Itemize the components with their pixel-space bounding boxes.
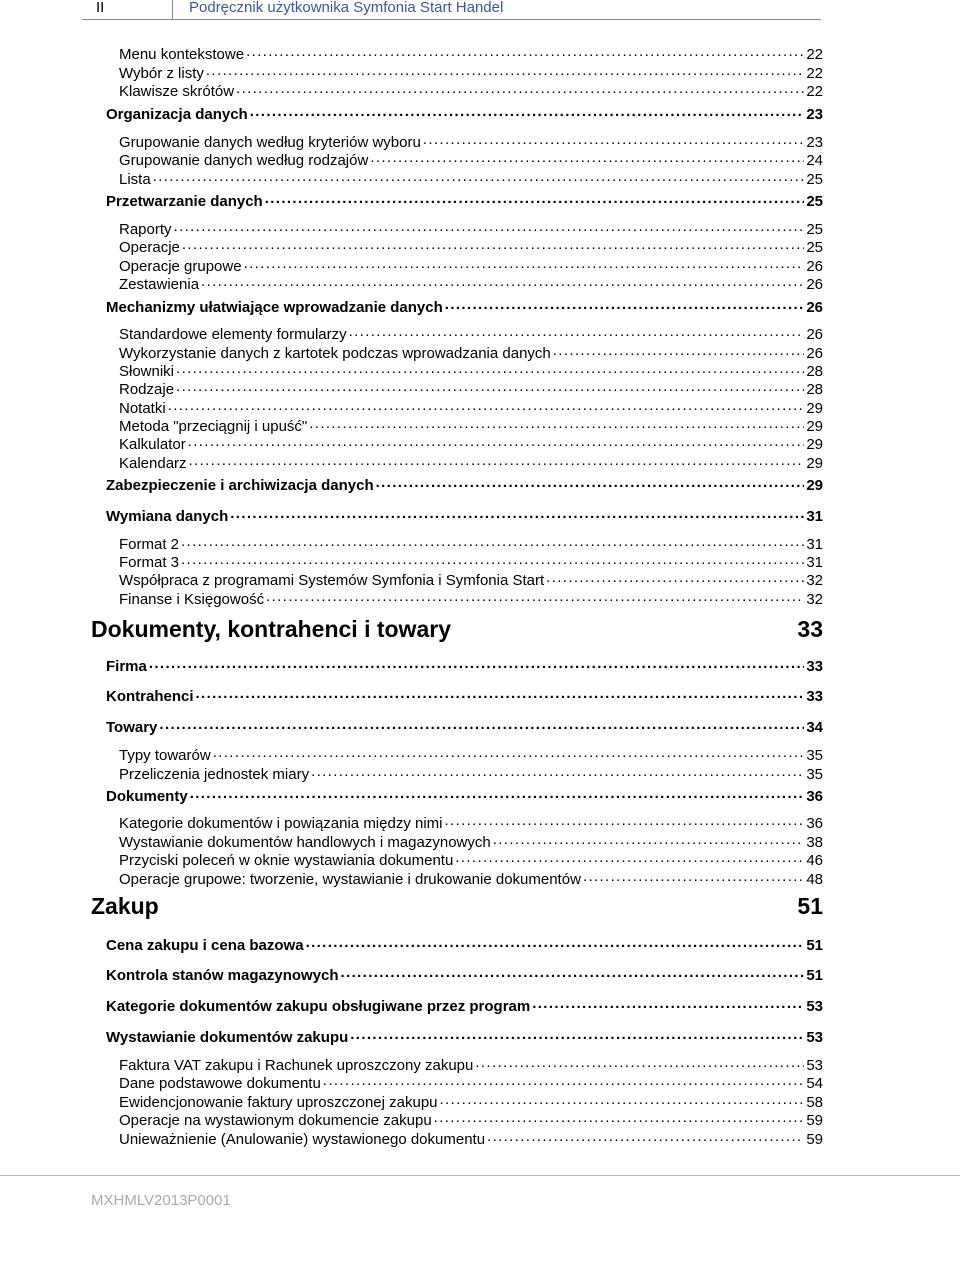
toc-leader-dots bbox=[174, 219, 805, 234]
toc-section[interactable] bbox=[106, 104, 823, 123]
toc-leader-dots bbox=[423, 132, 804, 147]
toc-entry-page: 38 bbox=[806, 834, 823, 851]
toc-subsection[interactable] bbox=[119, 1073, 823, 1092]
toc-subsection[interactable] bbox=[119, 343, 823, 362]
toc-leader-dots bbox=[201, 274, 804, 289]
toc-entry-label: Dane podstawowe dokumentu bbox=[119, 1075, 321, 1092]
page-footer bbox=[0, 1175, 960, 1275]
toc-entry-page: 26 bbox=[806, 276, 823, 293]
toc-section[interactable] bbox=[106, 191, 823, 210]
toc-leader-dots bbox=[176, 379, 804, 394]
toc-entry-page: 25 bbox=[806, 239, 823, 256]
toc-section[interactable] bbox=[106, 965, 823, 984]
toc-leader-dots bbox=[246, 44, 804, 59]
toc-entry-page: 22 bbox=[806, 46, 823, 63]
toc-entry-label: Kalendarz bbox=[119, 455, 187, 472]
toc-entry-label: Klawisze skrótów bbox=[119, 83, 235, 100]
toc-leader-dots bbox=[265, 191, 805, 206]
toc-entry-page: 59 bbox=[806, 1131, 823, 1148]
toc-subsection[interactable] bbox=[119, 63, 823, 82]
toc-entry-label: Format 2 bbox=[119, 536, 180, 553]
header-title: Podręcznik użytkownika Symfonia Start Handel bbox=[189, 0, 504, 16]
toc-entry-label: Kategorie dokumentów zakupu obsługiwane przez program bbox=[106, 998, 531, 1015]
toc-subsection[interactable] bbox=[119, 324, 823, 343]
toc-entry-label: Operacje na wystawionym dokumencie zakupu bbox=[119, 1112, 432, 1129]
toc-leader-dots bbox=[182, 237, 804, 252]
toc-entry-label: Grupowanie danych według rodzajów bbox=[119, 152, 369, 169]
toc-entry-label: Wystawianie dokumentów zakupu bbox=[106, 1029, 349, 1046]
toc-entry-label: Towary bbox=[106, 719, 158, 736]
toc-entry-label: Firma bbox=[106, 658, 147, 675]
toc-leader-dots bbox=[440, 1092, 805, 1107]
toc-subsection[interactable] bbox=[119, 434, 823, 453]
toc-leader-dots bbox=[206, 63, 804, 78]
toc-entry-page: 51 bbox=[806, 967, 823, 984]
toc-entry-page: 31 bbox=[806, 536, 823, 553]
toc-section[interactable] bbox=[106, 786, 823, 805]
toc-entry-page: 35 bbox=[806, 766, 823, 783]
toc-entry-page: 51 bbox=[806, 937, 823, 954]
toc-leader-dots bbox=[306, 935, 805, 950]
toc-entry-page: 51 bbox=[797, 893, 823, 919]
toc-leader-dots bbox=[159, 717, 804, 732]
toc-leader-dots bbox=[168, 398, 805, 413]
toc-entry-page: 25 bbox=[806, 221, 823, 238]
toc-section[interactable] bbox=[106, 656, 823, 675]
toc-entry-page: 58 bbox=[806, 1094, 823, 1111]
toc-entry-page: 46 bbox=[806, 852, 823, 869]
toc-entry-page: 29 bbox=[806, 418, 823, 435]
toc-subsection[interactable] bbox=[119, 237, 823, 256]
toc-entry-label: Unieważnienie (Anulowanie) wystawionego dokumentu bbox=[119, 1131, 486, 1148]
toc-subsection[interactable] bbox=[119, 256, 823, 275]
toc-entry-label: Współpraca z programami Systemów Symfonia i Symfonia Start bbox=[119, 572, 545, 589]
toc-entry-page: 28 bbox=[806, 381, 823, 398]
toc-entry-page: 53 bbox=[806, 998, 823, 1015]
toc-entry-page: 23 bbox=[806, 134, 823, 151]
toc-entry-page: 54 bbox=[806, 1075, 823, 1092]
toc-leader-dots bbox=[583, 869, 804, 884]
toc-leader-dots bbox=[188, 434, 805, 449]
toc-entry-label: Organizacja danych bbox=[106, 106, 248, 123]
toc-entry-label: Operacje bbox=[119, 239, 180, 256]
toc-entry-page: 48 bbox=[806, 871, 823, 888]
toc-leader-dots bbox=[323, 1073, 805, 1088]
toc-subsection[interactable] bbox=[119, 132, 823, 151]
toc-subsection[interactable] bbox=[119, 745, 823, 764]
toc-subsection[interactable] bbox=[119, 1129, 823, 1148]
toc-entry-label: Wymiana danych bbox=[106, 508, 229, 525]
toc-subsection[interactable] bbox=[119, 589, 823, 608]
toc-entry-label: Notatki bbox=[119, 400, 166, 417]
toc-subsection[interactable] bbox=[119, 832, 823, 851]
toc-entry-label: Zabezpieczenie i archiwizacja danych bbox=[106, 477, 374, 494]
toc-section[interactable] bbox=[106, 686, 823, 705]
toc-entry-label: Kalkulator bbox=[119, 436, 186, 453]
toc-leader-dots bbox=[493, 832, 805, 847]
toc-entry-label: Kontrola stanów magazynowych bbox=[106, 967, 339, 984]
toc-subsection[interactable] bbox=[119, 169, 823, 188]
toc-entry-label: Zakup bbox=[91, 893, 159, 919]
toc-entry-label: Grupowanie danych według kryteriów wyboru bbox=[119, 134, 421, 151]
toc-entry-page: 24 bbox=[806, 152, 823, 169]
toc-entry-page: 53 bbox=[806, 1057, 823, 1074]
toc-leader-dots bbox=[149, 656, 804, 671]
toc-subsection[interactable] bbox=[119, 398, 823, 417]
toc-entry-label: Cena zakupu i cena bazowa bbox=[106, 937, 304, 954]
toc-leader-dots bbox=[455, 850, 804, 865]
toc-entry-page: 32 bbox=[806, 591, 823, 608]
toc-leader-dots bbox=[266, 589, 804, 604]
toc-entry-page: 28 bbox=[806, 363, 823, 380]
toc-leader-dots bbox=[370, 150, 804, 165]
toc-subsection[interactable] bbox=[119, 44, 823, 63]
toc-subsection[interactable] bbox=[119, 361, 823, 380]
toc-section[interactable] bbox=[106, 506, 823, 525]
toc-entry-label: Ewidencjonowanie faktury uproszczonej zakupu bbox=[119, 1094, 438, 1111]
toc-entry-page: 29 bbox=[806, 455, 823, 472]
toc-entry-label: Standardowe elementy formularzy bbox=[119, 326, 347, 343]
toc-leader-dots bbox=[487, 1129, 804, 1144]
toc-entry-page: 53 bbox=[806, 1029, 823, 1046]
toc-entry-label: Przyciski poleceń w oknie wystawiania dokumentu bbox=[119, 852, 454, 869]
toc-entry-label: Kategorie dokumentów i powiązania między nimi bbox=[119, 815, 443, 832]
toc-leader-dots bbox=[309, 416, 804, 431]
toc-subsection[interactable] bbox=[119, 416, 823, 435]
toc-entry-page: 29 bbox=[806, 400, 823, 417]
toc-entry-page: 29 bbox=[806, 477, 823, 494]
toc-entry-label: Faktura VAT zakupu i Rachunek uproszczony zakupu bbox=[119, 1057, 474, 1074]
toc-subsection[interactable] bbox=[119, 150, 823, 169]
toc-entry-page: 31 bbox=[806, 508, 823, 525]
toc-entry-label: Dokumenty, kontrahenci i towary bbox=[91, 616, 451, 642]
toc-subsection[interactable] bbox=[119, 552, 823, 571]
toc-entry-label: Wystawianie dokumentów handlowych i magazynowych bbox=[119, 834, 491, 851]
toc-entry-label: Dokumenty bbox=[106, 788, 188, 805]
toc-entry-page: 26 bbox=[806, 299, 823, 316]
toc-entry-page: 33 bbox=[806, 688, 823, 705]
toc-section[interactable] bbox=[106, 297, 823, 316]
toc-entry-label: Przeliczenia jednostek miary bbox=[119, 766, 310, 783]
toc-entry-page: 36 bbox=[806, 788, 823, 805]
toc-entry-label: Format 3 bbox=[119, 554, 180, 571]
toc-leader-dots bbox=[546, 570, 804, 585]
toc-section[interactable] bbox=[106, 475, 823, 494]
toc-entry-label: Mechanizmy ułatwiające wprowadzanie danych bbox=[106, 299, 443, 316]
toc-subsection[interactable] bbox=[119, 453, 823, 472]
toc-section[interactable] bbox=[106, 1027, 823, 1046]
toc-subsection[interactable] bbox=[119, 764, 823, 783]
toc-section[interactable] bbox=[106, 996, 823, 1015]
toc-leader-dots bbox=[244, 256, 805, 271]
toc-entry-page: 59 bbox=[806, 1112, 823, 1129]
footer-rule bbox=[0, 1175, 960, 1176]
toc-leader-dots bbox=[196, 686, 805, 701]
toc-entry-page: 25 bbox=[806, 171, 823, 188]
toc-entry-page: 32 bbox=[806, 572, 823, 589]
toc-section[interactable] bbox=[106, 717, 823, 736]
toc-entry-page: 29 bbox=[806, 436, 823, 453]
toc-entry-label: Operacje grupowe: tworzenie, wystawianie i drukowanie dokumentów bbox=[119, 871, 581, 888]
toc-subsection[interactable] bbox=[119, 274, 823, 293]
toc-subsection[interactable] bbox=[119, 379, 823, 398]
toc-entry-label: Typy towarów bbox=[119, 747, 211, 764]
toc-entry-label: Słowniki bbox=[119, 363, 175, 380]
toc-entry-label: Operacje grupowe bbox=[119, 258, 242, 275]
toc-leader-dots bbox=[181, 552, 804, 567]
toc-leader-dots bbox=[553, 343, 805, 358]
toc-leader-dots bbox=[189, 453, 805, 468]
toc-leader-dots bbox=[349, 324, 805, 339]
toc-entry-page: 34 bbox=[806, 719, 823, 736]
toc-leader-dots bbox=[445, 813, 805, 828]
toc-entry-page: 26 bbox=[806, 258, 823, 275]
toc-entry-page: 26 bbox=[806, 326, 823, 343]
toc-entry-label: Kontrahenci bbox=[106, 688, 194, 705]
toc-subsection[interactable] bbox=[119, 1055, 823, 1074]
toc-leader-dots bbox=[376, 475, 805, 490]
toc-entry-label: Przetwarzanie danych bbox=[106, 193, 263, 210]
toc-entry-page: 23 bbox=[806, 106, 823, 123]
toc-leader-dots bbox=[445, 297, 805, 312]
toc-leader-dots bbox=[311, 764, 804, 779]
toc-entry-page: 33 bbox=[806, 658, 823, 675]
toc-chapter[interactable] bbox=[91, 614, 823, 642]
toc-leader-dots bbox=[230, 506, 804, 521]
toc-leader-dots bbox=[341, 965, 805, 980]
toc-entry-page: 26 bbox=[806, 345, 823, 362]
toc-subsection[interactable] bbox=[119, 570, 823, 589]
toc-entry-label: Metoda "przeciągnij i upuść" bbox=[119, 418, 308, 435]
toc-leader-dots bbox=[532, 996, 804, 1011]
toc-entry-label: Finanse i Księgowość bbox=[119, 591, 265, 608]
toc-entry-label: Rodzaje bbox=[119, 381, 175, 398]
toc-leader-dots bbox=[236, 81, 804, 96]
toc-leader-dots bbox=[350, 1027, 804, 1042]
toc-entry-label: Wykorzystanie danych z kartotek podczas wprowadzania danych bbox=[119, 345, 551, 362]
toc-entry-label: Raporty bbox=[119, 221, 172, 238]
toc-leader-dots bbox=[190, 786, 805, 801]
toc-leader-dots bbox=[176, 361, 804, 376]
page-number: II bbox=[96, 0, 105, 16]
toc-entry-page: 31 bbox=[806, 554, 823, 571]
toc-subsection[interactable] bbox=[119, 1110, 823, 1129]
toc-entry-page: 36 bbox=[806, 815, 823, 832]
toc-subsection[interactable] bbox=[119, 869, 823, 888]
toc-subsection[interactable] bbox=[119, 219, 823, 238]
toc-leader-dots bbox=[153, 169, 805, 184]
toc-entry-page: 35 bbox=[806, 747, 823, 764]
toc-entry-page: 22 bbox=[806, 65, 823, 82]
toc-leader-dots bbox=[213, 745, 805, 760]
toc-entry-label: Wybór z listy bbox=[119, 65, 204, 82]
toc-leader-dots bbox=[475, 1055, 804, 1070]
toc-section[interactable] bbox=[106, 935, 823, 954]
toc-leader-dots bbox=[250, 104, 805, 119]
toc-entry-label: Menu kontekstowe bbox=[119, 46, 245, 63]
toc-subsection[interactable] bbox=[119, 850, 823, 869]
toc-subsection[interactable] bbox=[119, 534, 823, 553]
toc-entry-label: Lista bbox=[119, 171, 151, 188]
toc-leader-dots bbox=[434, 1110, 805, 1125]
toc-entry-page: 25 bbox=[806, 193, 823, 210]
toc-subsection[interactable] bbox=[119, 81, 823, 100]
toc-entry-page: 33 bbox=[797, 616, 823, 642]
document-code: MXHMLV2013P0001 bbox=[91, 1192, 231, 1209]
toc-chapter[interactable] bbox=[91, 891, 823, 919]
toc-subsection[interactable] bbox=[119, 813, 823, 832]
toc-subsection[interactable] bbox=[119, 1092, 823, 1111]
toc-leader-dots bbox=[181, 534, 804, 549]
toc-entry-page: 22 bbox=[806, 83, 823, 100]
toc-entry-label: Zestawienia bbox=[119, 276, 200, 293]
